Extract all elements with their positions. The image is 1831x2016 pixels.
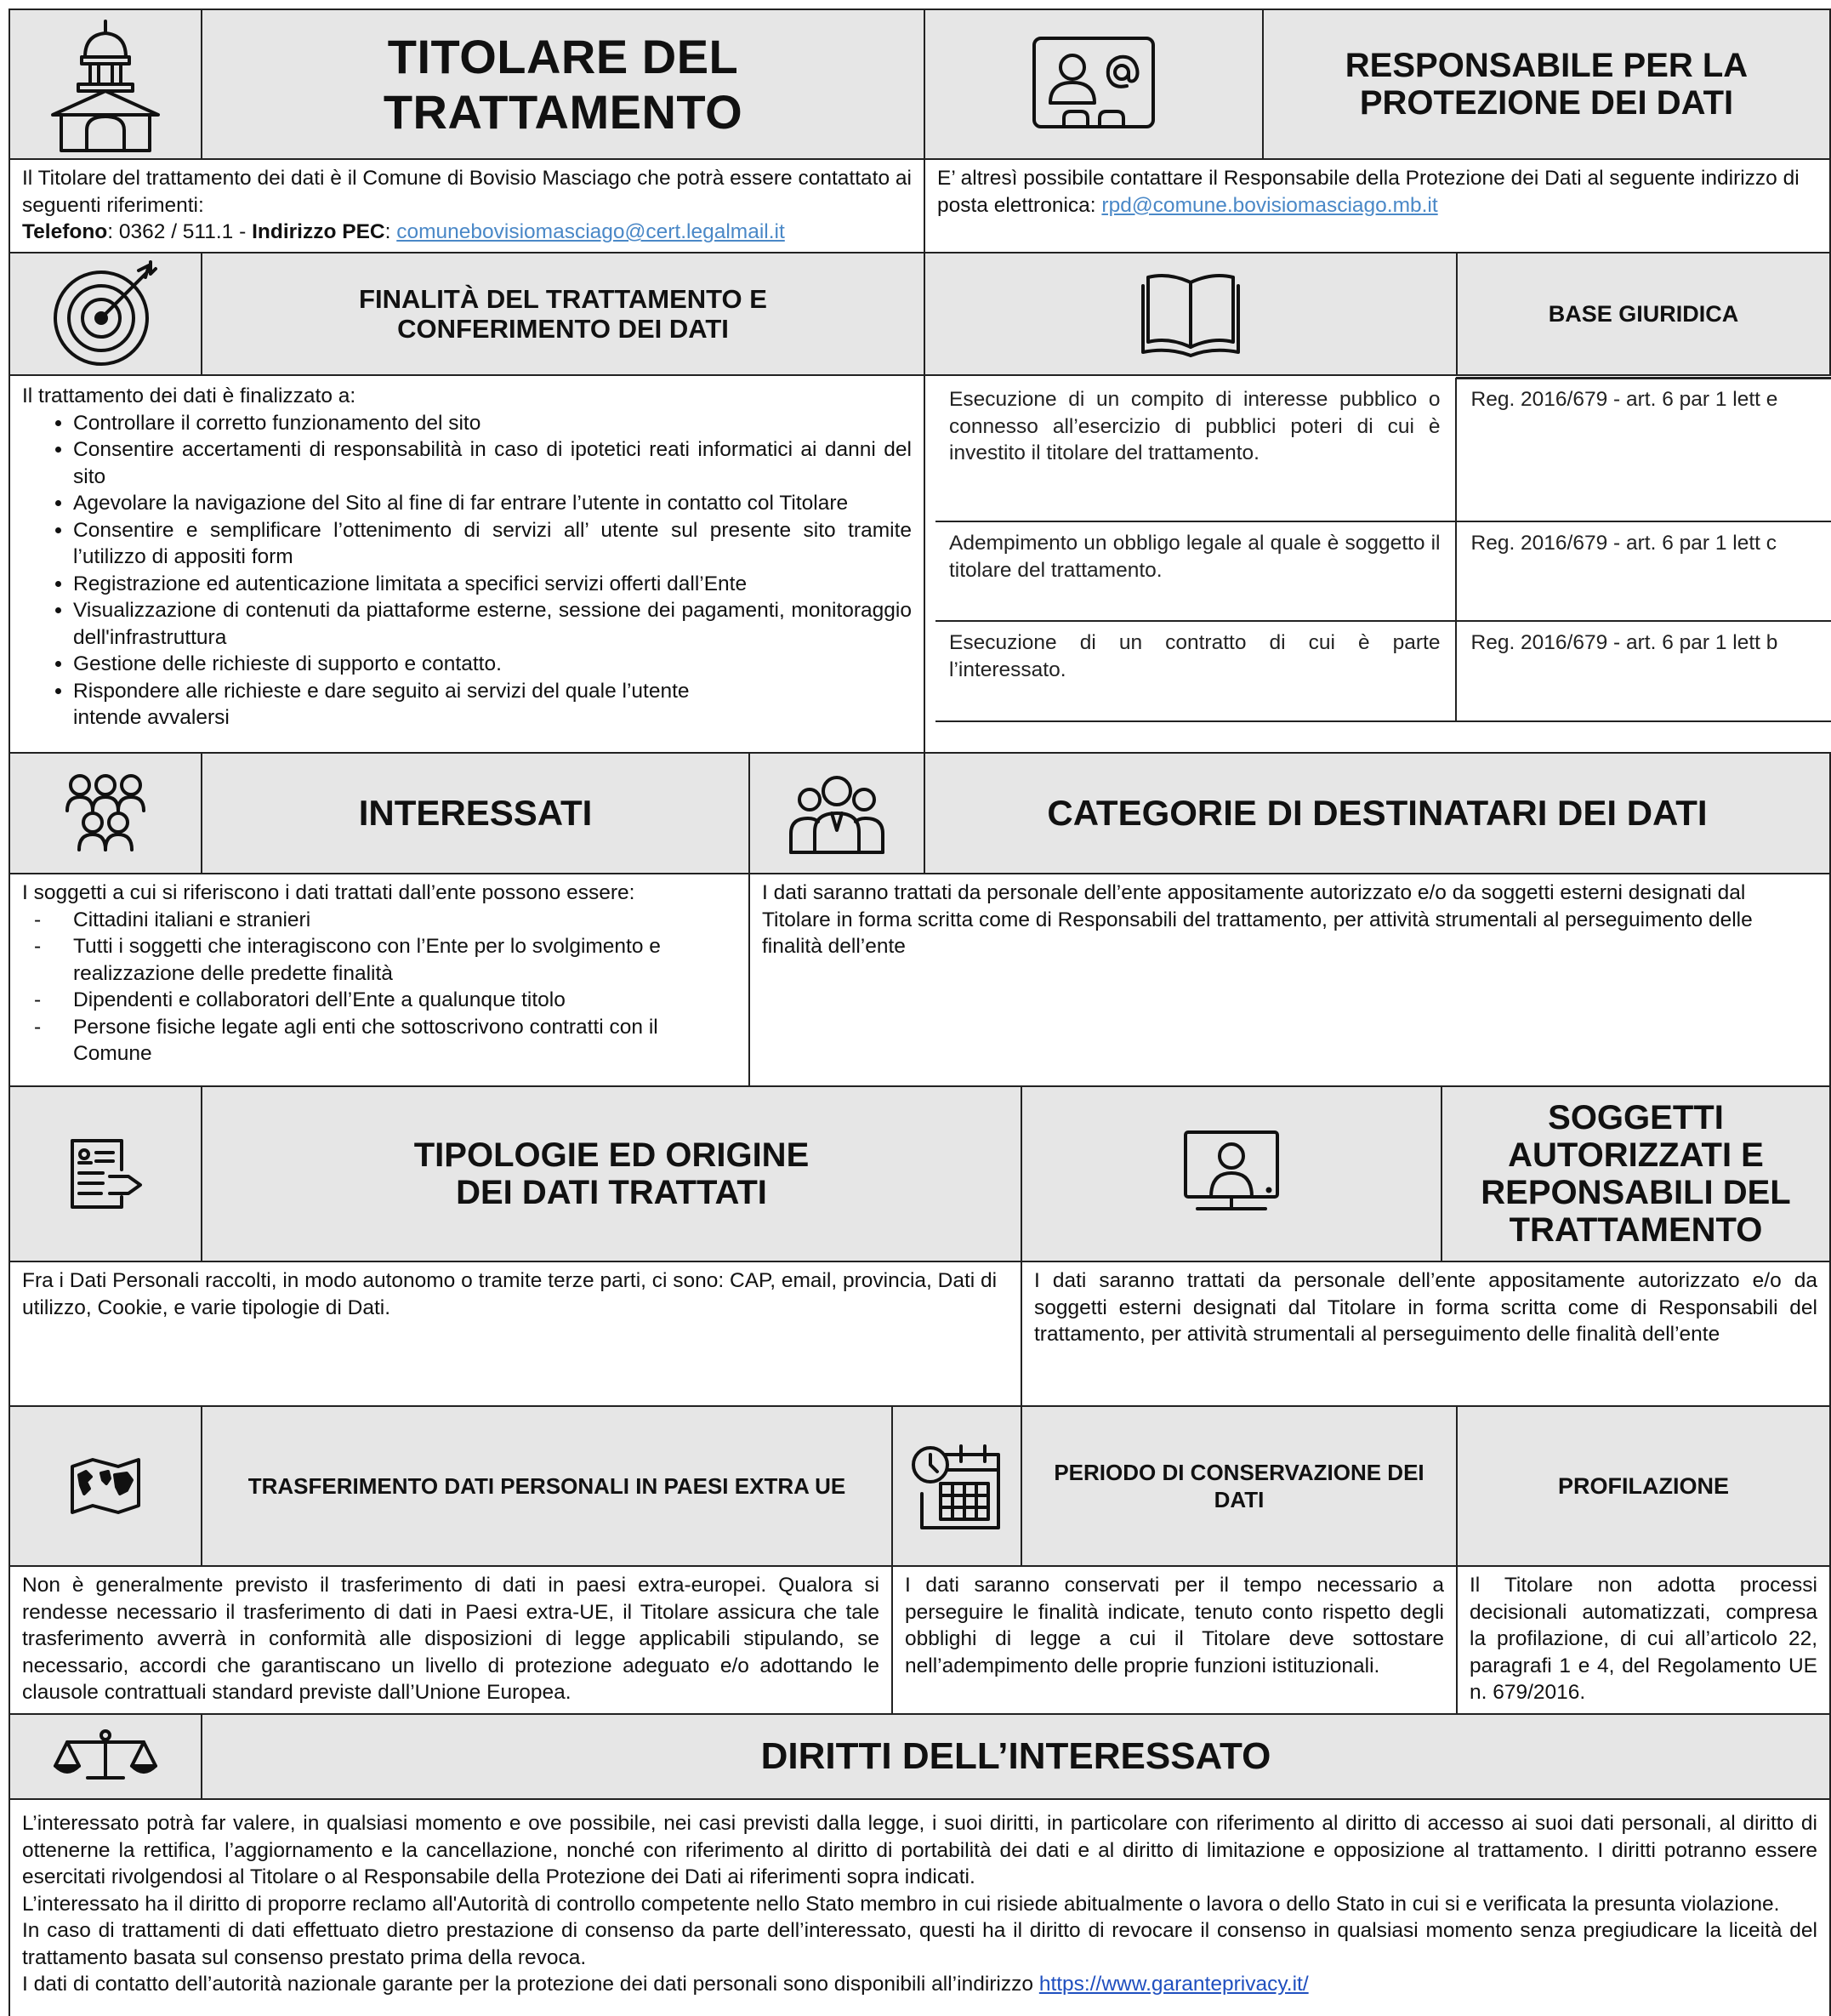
trasferimento-title-cell (201, 1405, 893, 1567)
diritti-paragraph-4-text: I dati di contatto dell’autorità nazionale garante per la protezione dei dati personali sono disponibili all’indirizzo (22, 1973, 1039, 1996)
rpd-body (924, 158, 1831, 253)
town-hall-icon (10, 10, 201, 158)
list-item: • Rispondere alle richieste e dare seguito ai servizi del quale l’utente intende avvalersi (73, 678, 912, 732)
finalita-right-border (924, 374, 925, 754)
list-item: - Cittadini italiani e stranieri (22, 907, 711, 934)
base-row-desc: Esecuzione di un compito di interesse pubblico o connesso all’esercizio di pubblici poteri di cui è investito il titolare del trattamento. (949, 388, 1441, 464)
base-table-rule (935, 620, 1831, 622)
diritti-paragraph-1: L’interessato potrà far valere, in qualsiasi momento e ove possibile, nei casi previsti dalla legge, i suoi diritti, in particolare con riferimento al diritto di accesso ai suoi dati personali, al diritto di ottenerne la rettifica, l’aggiornamento e la cancellazione, nonché con riferimento al diritto di portabilità dei dati e al diritto di limitazione e opposizione al trattamento. I diritti potranno essere esercitati rivolgendosi al Titolare o al Responsabile della Protezione dei Dati ai riferimenti sopra indicati. (22, 1812, 1817, 1888)
titolare-title: TITOLARE DEL TRATTAMENTO (383, 30, 743, 139)
conservazione-icon-cell (891, 1405, 1022, 1567)
diritti-body (9, 1798, 1831, 2016)
soggetti-title-line: AUTORIZZATI E (1508, 1136, 1764, 1174)
open-book-icon (925, 253, 1456, 374)
soggetti-title (1481, 1099, 1790, 1249)
rpd-title (1345, 47, 1748, 122)
soggetti-icon-cell (1021, 1085, 1442, 1262)
calendar-clock-icon (893, 1407, 1021, 1565)
tipologie-title (414, 1136, 810, 1211)
pec-email-link[interactable]: comunebovisiomasciago@cert.legalmail.it (396, 220, 785, 243)
base-title: BASE GIURIDICA (1548, 301, 1739, 327)
soggetti-text: I dati saranno trattati da personale dell’ente appositamente autorizzato e/o da soggetti esterni designati dal Titolare in forma scritta come di Responsabili del trattamento, per attività strumentali al perseguimento delle finalità dell’ente (1034, 1269, 1817, 1346)
soggetti-title-line: REPONSABILI DEL (1481, 1174, 1791, 1211)
interessati-intro: I soggetti a cui si riferiscono i dati trattati dall’ente possono essere: (22, 881, 635, 904)
base-table-top-rule (1456, 377, 1831, 379)
soggetti-title-line: SOGGETTI (1548, 1099, 1724, 1136)
phone-value: : 0362 / 511.1 - (107, 220, 253, 243)
base-row-desc: Adempimento un obbligo legale al quale è soggetto il titolare del trattamento. (949, 532, 1441, 582)
titolare-icon-cell (9, 9, 202, 160)
base-row (935, 525, 1831, 618)
rpd-icon-cell (924, 9, 1264, 160)
conservazione-title-line1: PERIODO DI CONSERVAZIONE DEI (1054, 1460, 1424, 1485)
interessati-icon-cell (9, 752, 202, 874)
conservazione-title-cell (1021, 1405, 1458, 1567)
conservazione-title-line2: DATI (1214, 1487, 1265, 1512)
target-icon (10, 253, 201, 374)
base-table-rule (935, 720, 1831, 722)
conservazione-title (1054, 1459, 1424, 1513)
conservazione-text: I dati saranno conservati per il tempo necessario a perseguire le finalità indicate, tenuto conto rispetto degli obblighi di legge a cui il Titolare deve sottostare nell’adempimento delle proprie funzioni istituzionali. (905, 1574, 1444, 1677)
soggetti-title-line: TRATTAMENTO (1509, 1211, 1763, 1249)
interessati-body (9, 873, 750, 1087)
list-item: - Tutti i soggetti che interagiscono con l’Ente per lo svolgimento e realizzazione delle predette finalità (22, 933, 711, 987)
finalita-title-line2: CONFERIMENTO DEI DATI (397, 314, 729, 344)
conservazione-body (891, 1565, 1458, 1715)
diritti-paragraph-2: L’interessato ha il diritto di proporre reclamo all'Autorità di controllo competente nello Stato membro in cui risiede abitualmente o lavora o dello Stato in cui si e verificata la presunta violazione. (22, 1892, 1780, 1916)
list-item: • Agevolare la navigazione del Sito al fine di far entrare l’utente in contatto col Titolare (73, 490, 912, 517)
base-table-rule (935, 521, 1831, 522)
tipologie-body (9, 1261, 1022, 1407)
tipologie-icon-cell (9, 1085, 202, 1262)
finalita-title-cell (201, 252, 925, 376)
interessati-title-cell (201, 752, 750, 874)
destinatari-title-cell (924, 752, 1831, 874)
finalita-title (359, 284, 767, 344)
interessati-title: INTERESSATI (358, 793, 593, 833)
base-row-desc: Esecuzione di un contratto di cui è parte l’interessato. (949, 631, 1441, 681)
computer-user-icon (1022, 1087, 1441, 1261)
interessati-list (22, 907, 736, 1068)
destinatari-title: CATEGORIE DI DESTINATARI DEI DATI (1047, 793, 1708, 833)
tipologie-title-line1: TIPOLOGIE ED ORIGINE (413, 1136, 810, 1174)
list-item: - Persone fisiche legate agli enti che sottoscrivono contratti con il Comune (22, 1014, 711, 1068)
rpd-title-cell (1262, 9, 1831, 160)
diritti-title-cell (201, 1713, 1831, 1800)
titolare-body (9, 158, 925, 253)
tipologie-title-line2: DEI DATI TRATTATI (456, 1174, 767, 1211)
diritti-title: DIRITTI DELL’INTERESSATO (760, 1735, 1271, 1777)
destinatari-body (748, 873, 1831, 1087)
document-form-icon (10, 1087, 201, 1261)
profilazione-text: Il Titolare non adotta processi decisionali automatizzati, compresa la profilazione, di cui all’articolo 22, paragrafi 1 e 4, del Regolamento UE n. 679/2016. (1470, 1574, 1817, 1704)
list-item: • Consentire accertamenti di responsabilità in caso di ipotetici reati informatici ai danni del sito (73, 436, 912, 490)
base-title-cell (1456, 252, 1831, 376)
rpd-email-link[interactable]: rpd@comune.bovisiomasciago.mb.it (1101, 193, 1438, 217)
base-row-ref: Reg. 2016/679 - art. 6 par 1 lett c (1470, 532, 1777, 555)
destinatari-icon-cell (748, 752, 925, 874)
trasferimento-text: Non è generalmente previsto il trasferimento di dati in paesi extra-europei. Qualora si rendesse necessario il trasferimento di dati in Paesi extra-UE, il Titolare assicura che tale trasferimento avverrà in conformità alle disposizioni di legge applicabili stipulando, se necessario, accordi che garantiscano un livello di protezione adeguato e/o adottando le clausole contrattuali standard previste dall’Unione Europea. (22, 1574, 879, 1704)
list-item: - Dipendenti e collaboratori dell’Ente a qualunque titolo (22, 987, 711, 1014)
soggetti-title-cell (1441, 1085, 1831, 1262)
business-group-icon (750, 754, 924, 873)
base-row (935, 381, 1831, 517)
rpd-title-line1: RESPONSABILE PER LA (1345, 47, 1749, 84)
soggetti-body (1021, 1261, 1831, 1407)
rpd-title-line2: PROTEZIONE DEI DATI (1359, 84, 1734, 122)
people-group-icon (10, 754, 201, 873)
diritti-icon-cell (9, 1713, 202, 1800)
finalita-icon-cell (9, 252, 202, 376)
trasferimento-body (9, 1565, 893, 1715)
phone-label: Telefono (22, 220, 108, 243)
list-item: • Controllare il corretto funzionamento del sito (73, 410, 912, 437)
list-item: • Consentire e semplificare l’ottenimento di servizi all’ utente sul presente sito tramite l’utilizzo di appositi form (73, 517, 912, 571)
destinatari-text: I dati saranno trattati da personale dell’ente appositamente autorizzato e/o da soggetti esterni designati dal Titolare in forma scritta come di Responsabili del trattamento, per attività strumentali al perseguimento delle finalità dell’ente (762, 881, 1753, 958)
titolare-text: Il Titolare del trattamento dei dati è il Comune di Bovisio Masciago che potrà essere contattato ai seguenti riferimenti: (22, 167, 912, 217)
trasferimento-icon-cell (9, 1405, 202, 1567)
world-map-icon (10, 1407, 201, 1565)
diritti-paragraph-3: In caso di trattamenti di dati effettuato dietro prestazione di consenso da parte dell’interessato, questi ha il diritto di revocare il consenso in qualsiasi momento senza pregiudicare la liceità del trattamento basata sul consenso prestato prima della revoca. (22, 1919, 1817, 1969)
profilazione-title: PROFILAZIONE (1558, 1473, 1729, 1499)
finalita-title-line1: FINALITÀ DEL TRATTAMENTO E (359, 284, 767, 314)
diritti-paragraph-4 (22, 1971, 1817, 1998)
tipologie-title-cell (201, 1085, 1022, 1262)
finalita-list (22, 410, 912, 732)
base-row (935, 624, 1831, 718)
finalita-intro: Il trattamento dei dati è finalizzato a: (22, 384, 356, 407)
tipologie-text: Fra i Dati Personali raccolti, in modo autonomo o tramite terze parti, ci sono: CAP, email, provincia, Dati di utilizzo, Cookie, e varie tipologie di Dati. (22, 1269, 998, 1319)
profilazione-body (1456, 1565, 1831, 1715)
pec-label: Indirizzo PEC (252, 220, 385, 243)
pec-separator: : (384, 220, 397, 243)
profilazione-title-cell (1456, 1405, 1831, 1567)
rpd-text: E’ altresì possibile contattare il Responsabile della Protezione dei Dati al seguente indirizzo di posta elettronica: (937, 167, 1800, 217)
list-item: • Visualizzazione di contenuti da piattaforme esterne, sessione dei pagamenti, monitoraggio dell'infrastruttura (73, 597, 912, 651)
list-item: • Registrazione ed autenticazione limitata a specifici servizi offerti dall’Ente (73, 571, 912, 598)
base-icon-cell (924, 252, 1458, 376)
trasferimento-title: TRASFERIMENTO DATI PERSONALI IN PAESI EXTRA UE (247, 1473, 846, 1499)
base-row-ref: Reg. 2016/679 - art. 6 par 1 lett b (1470, 631, 1778, 654)
base-row-ref: Reg. 2016/679 - art. 6 par 1 lett e (1470, 388, 1778, 411)
list-item: • Gestione delle richieste di supporto e contatto. (73, 651, 912, 678)
finalita-body (9, 374, 925, 754)
scales-icon (10, 1715, 201, 1798)
titolare-title-cell (201, 9, 925, 160)
contact-card-at-icon (925, 10, 1262, 158)
garante-link[interactable]: https://www.garanteprivacy.it/ (1038, 1973, 1309, 1996)
